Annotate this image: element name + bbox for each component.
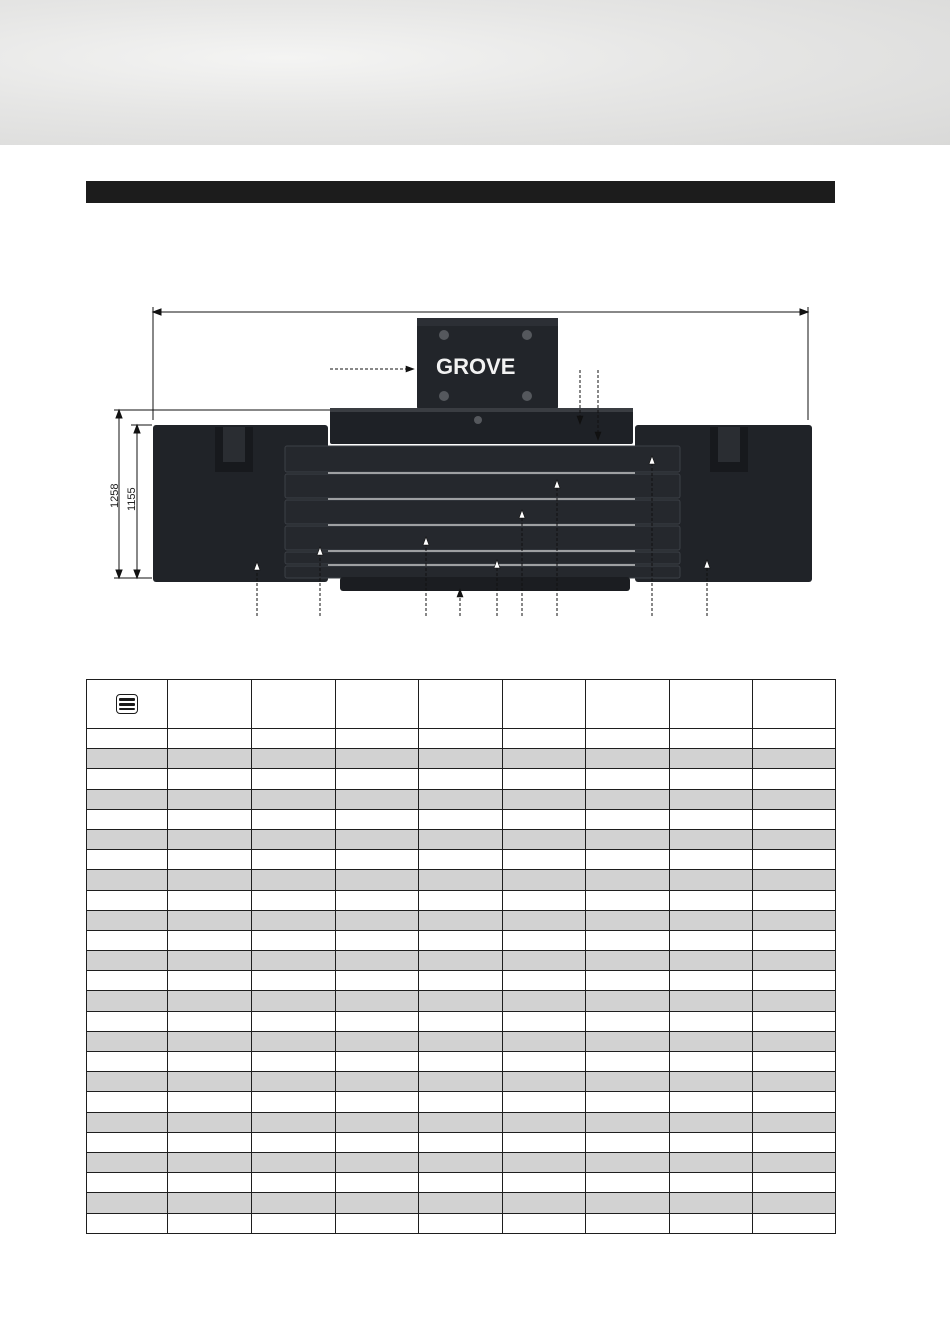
table-cell <box>87 1213 168 1233</box>
table-cell <box>503 809 586 829</box>
table-cell <box>503 789 586 809</box>
table-cell <box>586 1112 670 1132</box>
table-cell <box>252 729 336 749</box>
table-cell <box>168 1011 252 1031</box>
table-cell <box>503 870 586 890</box>
table-row <box>87 1052 836 1072</box>
table-cell <box>753 1011 836 1031</box>
counterweight-table-container <box>86 679 835 1234</box>
table-cell <box>503 1052 586 1072</box>
table-cell <box>336 1132 419 1152</box>
table-cell <box>753 809 836 829</box>
table-cell <box>586 991 670 1011</box>
table-cell <box>670 769 753 789</box>
bottom-base-plate <box>340 577 630 591</box>
table-cell <box>336 910 419 930</box>
counterweight-figure <box>0 290 950 630</box>
table-row <box>87 971 836 991</box>
table-row <box>87 1173 836 1193</box>
table-cell <box>252 971 336 991</box>
table-cell <box>586 850 670 870</box>
table-cell <box>252 769 336 789</box>
table-cell <box>586 1152 670 1172</box>
table-cell <box>503 930 586 950</box>
table-cell <box>87 870 168 890</box>
table-row <box>87 1112 836 1132</box>
table-cell <box>168 1052 252 1072</box>
table-cell <box>503 1132 586 1152</box>
table-cell <box>753 910 836 930</box>
table-cell <box>168 1132 252 1152</box>
table-cell <box>252 1152 336 1172</box>
table-cell <box>503 749 586 769</box>
table-cell <box>753 769 836 789</box>
table-cell <box>87 1173 168 1193</box>
table-cell <box>586 1011 670 1031</box>
table-cell <box>753 1193 836 1213</box>
table-cell <box>503 829 586 849</box>
table-cell <box>503 991 586 1011</box>
table-row <box>87 749 836 769</box>
top-counterweight-block <box>417 318 558 410</box>
table-cell <box>586 1052 670 1072</box>
table-cell <box>753 729 836 749</box>
table-header-cell <box>419 680 503 729</box>
table-cell <box>503 769 586 789</box>
table-cell <box>670 1072 753 1092</box>
table-cell <box>87 1031 168 1051</box>
table-row <box>87 1031 836 1051</box>
table-cell <box>87 951 168 971</box>
table-cell <box>87 991 168 1011</box>
table-cell <box>419 910 503 930</box>
table-header-cell <box>336 680 419 729</box>
table-cell <box>419 1011 503 1031</box>
table-cell <box>252 910 336 930</box>
table-cell <box>252 1112 336 1132</box>
table-row <box>87 870 836 890</box>
table-cell <box>670 729 753 749</box>
page-top-band <box>0 0 950 145</box>
table-row <box>87 769 836 789</box>
table-cell <box>503 850 586 870</box>
table-cell <box>503 910 586 930</box>
table-cell <box>586 910 670 930</box>
table-row <box>87 1213 836 1233</box>
table-cell <box>336 951 419 971</box>
dimension-label-1155: 1155 <box>126 487 138 511</box>
table-cell <box>168 1072 252 1092</box>
table-cell <box>586 870 670 890</box>
table-cell <box>87 729 168 749</box>
table-row <box>87 809 836 829</box>
table-row <box>87 1011 836 1031</box>
table-cell <box>252 1092 336 1112</box>
table-cell <box>586 729 670 749</box>
table-cell <box>753 789 836 809</box>
table-cell <box>336 1072 419 1092</box>
table-cell <box>670 829 753 849</box>
table-cell <box>168 789 252 809</box>
table-cell <box>419 1031 503 1051</box>
table-cell <box>168 930 252 950</box>
table-cell <box>419 1072 503 1092</box>
table-cell <box>753 749 836 769</box>
table-cell <box>419 971 503 991</box>
table-cell <box>503 890 586 910</box>
table-cell <box>670 850 753 870</box>
table-cell <box>503 1152 586 1172</box>
table-cell <box>336 971 419 991</box>
table-cell <box>336 809 419 829</box>
table-cell <box>336 1052 419 1072</box>
table-header-cell <box>168 680 252 729</box>
table-cell <box>168 850 252 870</box>
table-cell <box>168 910 252 930</box>
table-cell <box>168 951 252 971</box>
table-cell <box>753 991 836 1011</box>
table-cell <box>336 870 419 890</box>
table-cell <box>168 991 252 1011</box>
table-cell <box>252 930 336 950</box>
table-cell <box>87 930 168 950</box>
table-cell <box>419 729 503 749</box>
table-cell <box>336 1193 419 1213</box>
table-cell <box>586 1193 670 1213</box>
table-cell <box>87 1072 168 1092</box>
table-cell <box>503 1213 586 1233</box>
table-cell <box>336 729 419 749</box>
table-cell <box>753 870 836 890</box>
table-cell <box>586 951 670 971</box>
table-cell <box>753 951 836 971</box>
table-cell <box>168 890 252 910</box>
table-cell <box>87 910 168 930</box>
table-cell <box>753 930 836 950</box>
table-row <box>87 930 836 950</box>
table-cell <box>252 870 336 890</box>
table-header-cell <box>503 680 586 729</box>
table-cell <box>252 991 336 1011</box>
counterweight-stack-icon <box>116 694 138 714</box>
table-cell <box>252 1193 336 1213</box>
table-cell <box>252 850 336 870</box>
table-cell <box>503 1173 586 1193</box>
table-cell <box>336 1213 419 1233</box>
table-cell <box>503 1011 586 1031</box>
table-cell <box>670 1193 753 1213</box>
table-row <box>87 910 836 930</box>
table-cell <box>252 890 336 910</box>
table-cell <box>670 991 753 1011</box>
grove-logo: GROVE <box>436 354 516 379</box>
table-cell <box>670 1112 753 1132</box>
table-cell <box>419 1132 503 1152</box>
table-cell <box>419 769 503 789</box>
table-cell <box>586 971 670 991</box>
table-cell <box>670 1173 753 1193</box>
table-cell <box>336 890 419 910</box>
table-cell <box>753 1031 836 1051</box>
table-cell <box>586 789 670 809</box>
center-plate-stack <box>285 446 680 578</box>
table-cell <box>87 749 168 769</box>
table-cell <box>586 829 670 849</box>
table-cell <box>586 890 670 910</box>
table-cell <box>336 1092 419 1112</box>
table-cell <box>168 1193 252 1213</box>
table-cell <box>168 769 252 789</box>
table-cell <box>670 749 753 769</box>
table-row <box>87 1193 836 1213</box>
table-cell <box>87 1092 168 1112</box>
table-cell <box>168 1152 252 1172</box>
table-cell <box>586 930 670 950</box>
table-cell <box>336 991 419 1011</box>
table-cell <box>670 1132 753 1152</box>
table-cell <box>753 1052 836 1072</box>
table-header-cell <box>670 680 753 729</box>
table-cell <box>87 1112 168 1132</box>
table-cell <box>753 850 836 870</box>
table-cell <box>87 1152 168 1172</box>
table-cell <box>586 749 670 769</box>
table-cell <box>753 890 836 910</box>
table-cell <box>670 1213 753 1233</box>
table-row <box>87 1092 836 1112</box>
table-cell <box>586 809 670 829</box>
table-cell <box>168 1092 252 1112</box>
table-row <box>87 829 836 849</box>
table-cell <box>503 951 586 971</box>
table-row <box>87 850 836 870</box>
table-cell <box>336 930 419 950</box>
table-cell <box>503 729 586 749</box>
table-cell <box>753 1092 836 1112</box>
table-row <box>87 729 836 749</box>
table-header-cell <box>252 680 336 729</box>
table-cell <box>503 1092 586 1112</box>
table-cell <box>670 890 753 910</box>
table-cell <box>168 1031 252 1051</box>
table-cell <box>87 1132 168 1152</box>
table-cell <box>168 729 252 749</box>
table-cell <box>336 829 419 849</box>
table-cell <box>336 1011 419 1031</box>
table-cell <box>87 829 168 849</box>
table-cell <box>670 789 753 809</box>
table-cell <box>252 749 336 769</box>
table-cell <box>670 809 753 829</box>
table-cell <box>419 1052 503 1072</box>
table-header-row <box>87 680 836 729</box>
table-cell <box>753 971 836 991</box>
table-cell <box>336 850 419 870</box>
table-cell <box>419 870 503 890</box>
table-cell <box>670 971 753 991</box>
table-cell <box>168 749 252 769</box>
table-cell <box>168 870 252 890</box>
table-body <box>87 729 836 1234</box>
table-row <box>87 1072 836 1092</box>
table-cell <box>252 809 336 829</box>
table-cell <box>252 1031 336 1051</box>
table-cell <box>753 1112 836 1132</box>
table-header-cell <box>753 680 836 729</box>
table-cell <box>87 850 168 870</box>
table-cell <box>419 1173 503 1193</box>
table-cell <box>503 1031 586 1051</box>
table-cell <box>753 1132 836 1152</box>
table-row <box>87 1132 836 1152</box>
table-row <box>87 991 836 1011</box>
table-cell <box>503 971 586 991</box>
table-cell <box>336 1112 419 1132</box>
table-cell <box>252 1213 336 1233</box>
table-header-cell <box>586 680 670 729</box>
table-cell <box>419 829 503 849</box>
table-cell <box>753 1072 836 1092</box>
table-cell <box>419 1152 503 1172</box>
table-cell <box>753 1213 836 1233</box>
table-cell <box>670 1031 753 1051</box>
table-cell <box>670 951 753 971</box>
table-cell <box>252 1052 336 1072</box>
table-cell <box>753 1152 836 1172</box>
dimension-label-1258: 1258 <box>109 483 121 508</box>
table-cell <box>670 1152 753 1172</box>
table-cell <box>419 789 503 809</box>
table-cell <box>252 829 336 849</box>
table-cell <box>87 890 168 910</box>
table-cell <box>586 769 670 789</box>
table-cell <box>87 809 168 829</box>
table-cell <box>670 930 753 950</box>
table-cell <box>503 1112 586 1132</box>
table-cell <box>586 1213 670 1233</box>
table-cell <box>753 1173 836 1193</box>
table-cell <box>336 1152 419 1172</box>
table-cell <box>419 850 503 870</box>
table-cell <box>419 1193 503 1213</box>
table-cell <box>252 1072 336 1092</box>
table-cell <box>87 789 168 809</box>
table-cell <box>336 1031 419 1051</box>
crossbar <box>330 408 633 444</box>
table-cell <box>503 1072 586 1092</box>
table-cell <box>336 769 419 789</box>
table-cell <box>252 789 336 809</box>
table-cell <box>419 749 503 769</box>
table-row <box>87 951 836 971</box>
table-cell <box>419 1213 503 1233</box>
table-cell <box>586 1132 670 1152</box>
counterweight-table <box>86 679 836 1234</box>
table-cell <box>670 1092 753 1112</box>
section-header-bar <box>86 181 835 203</box>
table-cell <box>252 1132 336 1152</box>
table-cell <box>586 1173 670 1193</box>
table-cell <box>419 1112 503 1132</box>
table-cell <box>419 991 503 1011</box>
table-cell <box>87 769 168 789</box>
table-cell <box>336 749 419 769</box>
table-cell <box>419 951 503 971</box>
table-header-icon-cell <box>87 680 168 729</box>
table-row <box>87 890 836 910</box>
table-cell <box>336 789 419 809</box>
table-cell <box>87 971 168 991</box>
table-cell <box>87 1011 168 1031</box>
table-cell <box>670 1011 753 1031</box>
table-cell <box>168 1213 252 1233</box>
table-cell <box>336 1173 419 1193</box>
table-cell <box>503 1193 586 1213</box>
table-cell <box>586 1072 670 1092</box>
table-cell <box>419 890 503 910</box>
table-cell <box>252 951 336 971</box>
table-cell <box>87 1052 168 1072</box>
table-row <box>87 1152 836 1172</box>
table-cell <box>168 809 252 829</box>
table-cell <box>252 1011 336 1031</box>
table-cell <box>87 1193 168 1213</box>
table-row <box>87 789 836 809</box>
table-cell <box>419 1092 503 1112</box>
table-cell <box>168 829 252 849</box>
table-cell <box>670 870 753 890</box>
table-cell <box>252 1173 336 1193</box>
table-cell <box>419 930 503 950</box>
table-cell <box>168 1173 252 1193</box>
table-cell <box>586 1031 670 1051</box>
table-cell <box>168 1112 252 1132</box>
table-cell <box>419 809 503 829</box>
table-cell <box>670 1052 753 1072</box>
table-cell <box>753 829 836 849</box>
table-cell <box>168 971 252 991</box>
table-cell <box>586 1092 670 1112</box>
table-cell <box>670 910 753 930</box>
